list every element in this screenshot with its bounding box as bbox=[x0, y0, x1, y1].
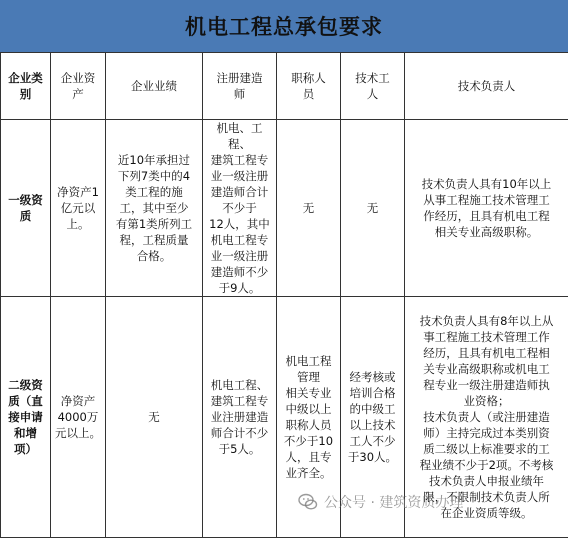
row1-tech-lead: 技术负责人具有10年以上 从事工程施工技术管理工 作经历，且具有机电工程 相关专业高级职称。 bbox=[405, 120, 568, 297]
header-assets: 企业资 产 bbox=[51, 53, 106, 120]
row2-titled: 机电工程 管理 相关专业 中级以上 职称人员 不少于10 人，且专 业齐全。 bbox=[277, 297, 341, 538]
header-tech-lead: 技术负责人 bbox=[405, 53, 568, 120]
row2-performance: 无 bbox=[106, 297, 203, 538]
row1-assets: 净资产1 亿元以 上。 bbox=[51, 120, 106, 297]
table-row bbox=[1, 297, 568, 538]
watermark-text: 公众号 · 建筑资质办理 bbox=[324, 492, 463, 512]
header-category: 企业类 别 bbox=[1, 53, 51, 120]
requirements-table bbox=[0, 52, 568, 538]
row1-performance: 近10年承担过 下列7类中的4 类工程的施 工，其中至少 有第1类所列工 程，工程质量 合格。 bbox=[106, 120, 203, 297]
row1-titled: 无 bbox=[277, 120, 341, 297]
table-row bbox=[1, 120, 568, 297]
row1-category: 一级资 质 bbox=[1, 120, 51, 297]
row2-category: 二级资 质（直 接申请 和增 项） bbox=[1, 297, 51, 538]
header-row bbox=[1, 53, 568, 120]
row2-registered: 机电工程、 建筑工程专 业注册建造 师合计不少 于5人。 bbox=[203, 297, 277, 538]
row1-registered: 机电、工程、 建筑工程专 业一级注册 建造师合计 不少于 12人，其中 机电工程专 业一级注册 建造师不少 于9人。 bbox=[203, 120, 277, 297]
row1-workers: 无 bbox=[341, 120, 405, 297]
header-performance: 企业业绩 bbox=[106, 53, 203, 120]
row2-workers: 经考核或 培训合格 的中级工 以上技术 工人不少 于30人。 bbox=[341, 297, 405, 538]
row2-assets: 净资产 4000万 元以上。 bbox=[51, 297, 106, 538]
header-registered-builders: 注册建造 师 bbox=[203, 53, 277, 120]
row2-tech-lead: 技术负责人具有8年以上从 事工程施工技术管理工作 经历，且具有机电工程相 关专业高级职称或机电工 程专业一级注册建造师执 业资格； 技术负责人（或注册建造 师）主持完成过本类别资 质二级以上标准要求的工 程业绩不少于2项。不考核 技术负责人申报业绩年 限，不限制技术负责人所 在企业资质等级。 bbox=[405, 297, 568, 538]
header-titled-staff: 职称人 员 bbox=[277, 53, 341, 120]
wechat-icon bbox=[298, 492, 318, 512]
page-title: 机电工程总承包要求 bbox=[185, 11, 383, 41]
header-skilled-workers: 技术工 人 bbox=[341, 53, 405, 120]
title-bar bbox=[0, 0, 568, 53]
watermark bbox=[298, 492, 463, 512]
